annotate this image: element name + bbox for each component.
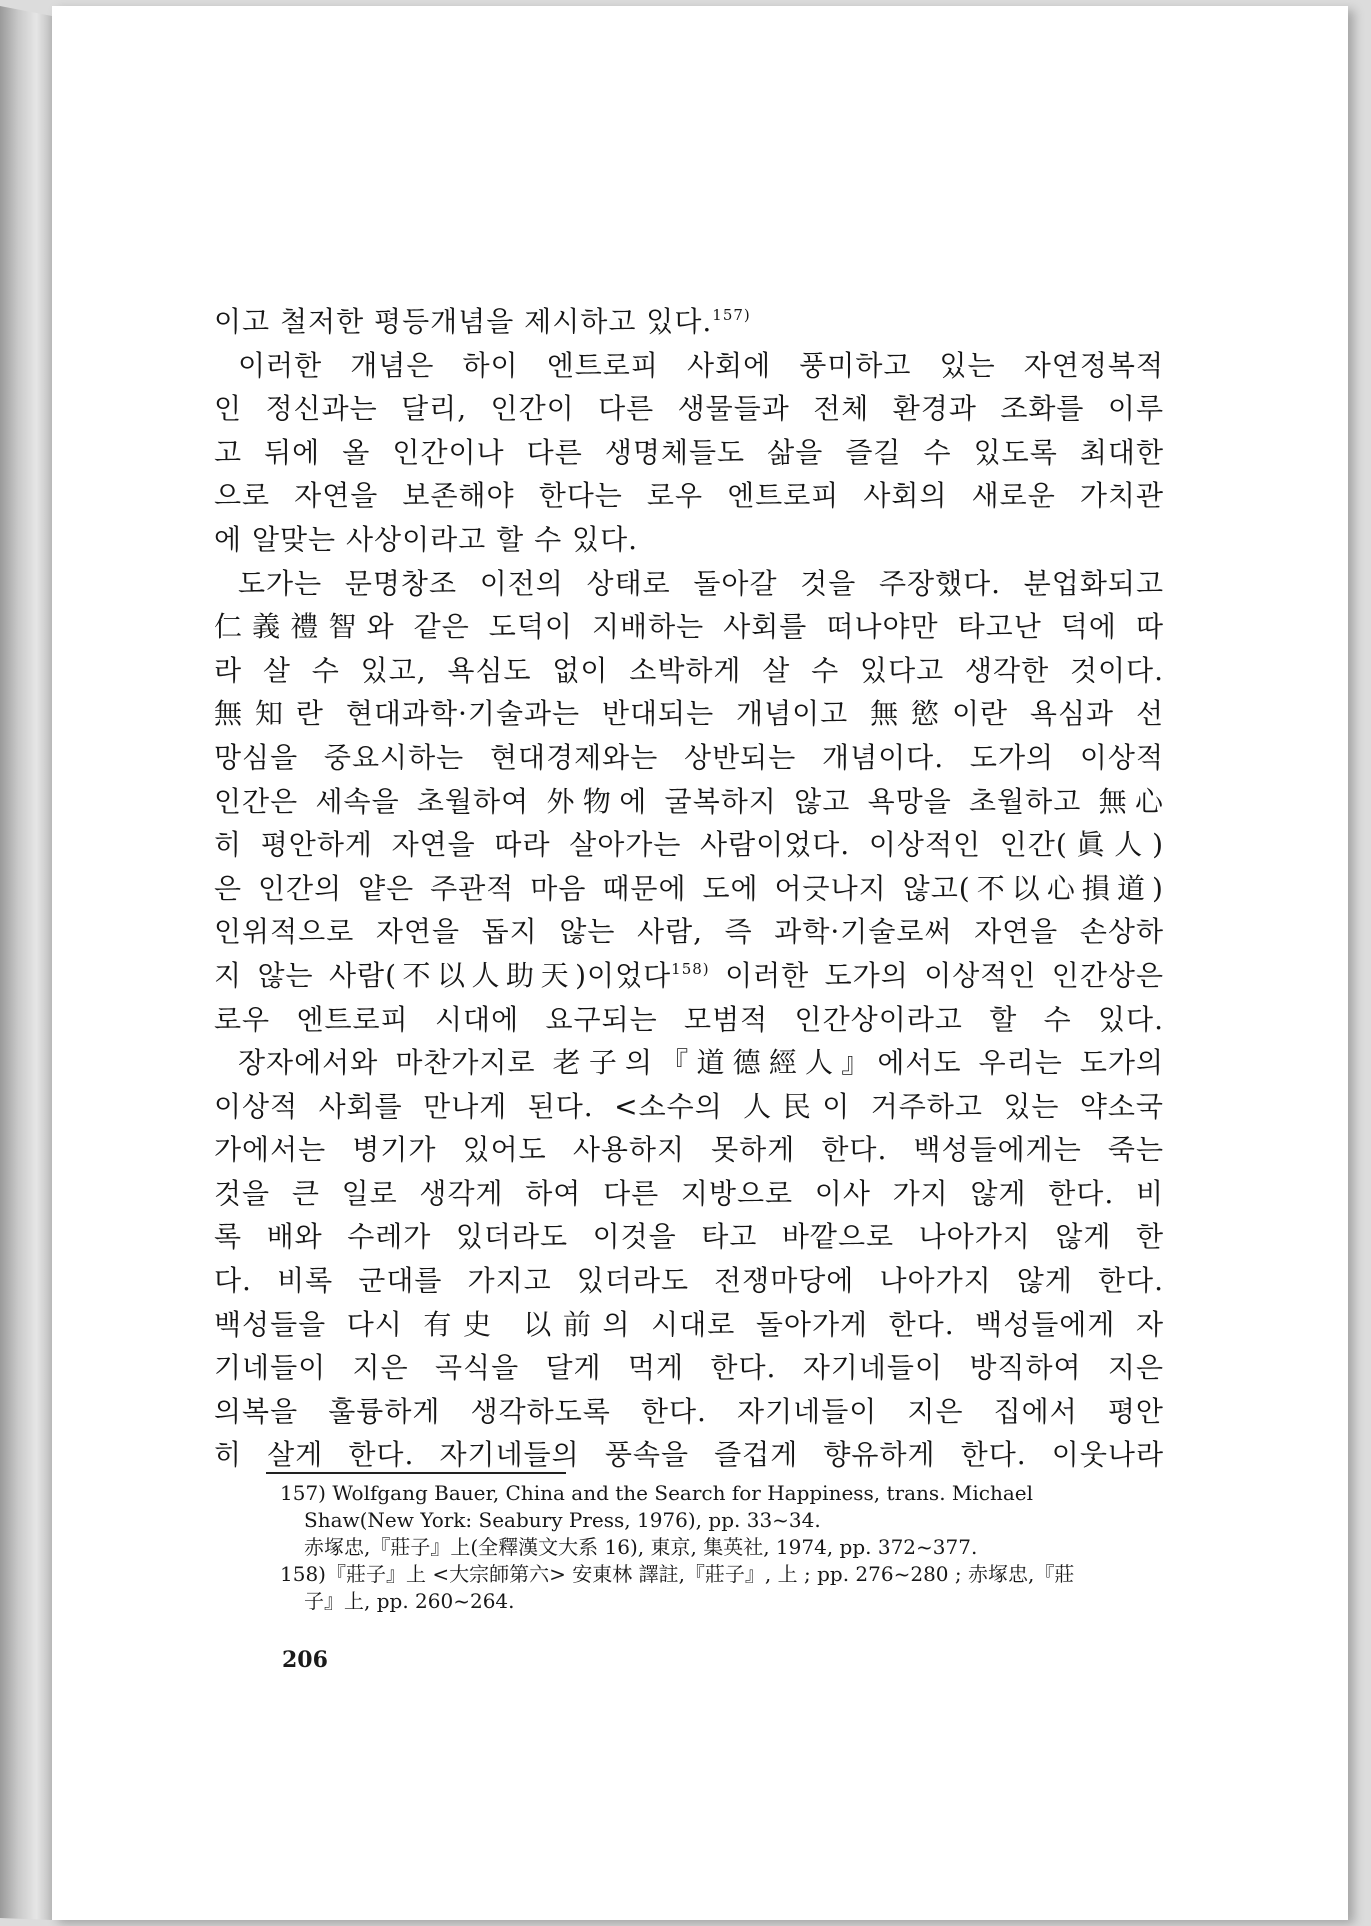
text-line (214, 1041, 1164, 1085)
text-line (214, 605, 1164, 649)
text-line (214, 1346, 1164, 1390)
line-text: 다. 비록 군대를 가지고 있더라도 전쟁마당에 나아가지 않게 한다. (214, 1264, 1164, 1298)
line-text: 인간은 세속을 초월하여 外物에 굴복하지 않고 욕망을 초월하고 無心 (214, 784, 1164, 818)
text-line (214, 1259, 1164, 1303)
line-text: 백성들을 다시 有史 以前의 시대로 돌아가게 한다. 백성들에게 자 (214, 1307, 1164, 1341)
line-text: 仁義禮智와 같은 도덕이 지배하는 사회를 떠나야만 타고난 덕에 따 (214, 610, 1164, 644)
line-text: 것을 큰 일로 생각게 하여 다른 지방으로 이사 가지 않게 한다. 비 (214, 1176, 1164, 1210)
footnote-ref: 158) (671, 959, 710, 978)
footnote-rule (266, 1472, 566, 1474)
text-line (214, 692, 1164, 736)
text-line (214, 344, 1164, 388)
line-text: 히 살게 한다. 자기네들의 풍속을 즐겁게 향유하게 한다. 이웃나라 (214, 1438, 1164, 1472)
line-text: 기네들이 지은 곡식을 달게 먹게 한다. 자기네들이 방직하여 지은 (214, 1351, 1164, 1385)
footnote-line: 158)『莊子』上 <大宗師第六> 安東林 譯註,『莊子』, 上 ; pp. 276~280 ; 赤塚忠,『莊 (280, 1562, 1075, 1586)
line-text: 지 않는 사람(不以人助天)이었다 (214, 958, 672, 992)
text-line (214, 736, 1164, 780)
line-text: 인위적으로 자연을 돕지 않는 사람, 즉 과학·기술로써 자연을 손상하 (214, 915, 1164, 949)
text-line (214, 1390, 1164, 1434)
body-text (214, 300, 1164, 1477)
text-line (214, 387, 1164, 431)
line-text: 라 살 수 있고, 욕심도 없이 소박하게 살 수 있다고 생각한 것이다. (214, 653, 1164, 687)
footnote-line: 子』上, pp. 260~264. (304, 1589, 515, 1613)
line-text: 가에서는 병기가 있어도 사용하지 못하게 한다. 백성들에게는 죽는 (214, 1133, 1164, 1167)
line-text: 이고 철저한 평등개념을 제시하고 있다. (214, 305, 713, 338)
text-line (214, 518, 1164, 562)
footnotes (280, 1480, 1144, 1615)
text-line (214, 954, 1164, 998)
line-text: 의복을 훌륭하게 생각하도록 한다. 자기네들이 지은 집에서 평안 (214, 1394, 1164, 1428)
line-text: 인 정신과는 달리, 인간이 다른 생물들과 전체 환경과 조화를 이루 (214, 392, 1164, 426)
text-line (214, 998, 1164, 1042)
text-line (214, 474, 1164, 518)
text-line (214, 1085, 1164, 1129)
text-line (214, 300, 1164, 344)
text-line (214, 1128, 1164, 1172)
line-text: 로우 엔트로피 시대에 요구되는 모범적 인간상이라고 할 수 있다. (214, 1002, 1164, 1036)
text-line (214, 823, 1164, 867)
footnote-line: 赤塚忠,『莊子』上(全釋漢文大系 16), 東京, 集英社, 1974, pp. 372~377. (304, 1535, 978, 1559)
text-line (214, 1172, 1164, 1216)
text-line (214, 910, 1164, 954)
line-text: 고 뒤에 올 인간이나 다른 생명체들도 삶을 즐길 수 있도록 최대한 (214, 435, 1164, 469)
book-spine (0, 6, 52, 1920)
footnote-ref: 157) (712, 306, 751, 324)
text-line (214, 1303, 1164, 1347)
text-line (214, 780, 1164, 824)
line-text: 망심을 중요시하는 현대경제와는 상반되는 개념이다. 도가의 이상적 (214, 740, 1164, 774)
line-text-after-ref: 이러한 도가의 이상적인 인간상은 (709, 958, 1164, 992)
footnote-line: Shaw(New York: Seabury Press, 1976), pp. 33~34. (304, 1508, 821, 1532)
text-line (214, 1433, 1164, 1477)
line-text: 장자에서와 마찬가지로 老子의『道德經人』에서도 우리는 도가의 (238, 1046, 1164, 1080)
text-line (214, 649, 1164, 693)
text-line (214, 1215, 1164, 1259)
line-text: 은 인간의 얕은 주관적 마음 때문에 도에 어긋나지 않고(不以心損道) (214, 871, 1164, 905)
line-text: 에 알맞는 사상이라고 할 수 있다. (214, 522, 639, 556)
line-text: 이러한 개념은 하이 엔트로피 사회에 풍미하고 있는 자연정복적 (238, 348, 1164, 382)
text-line (214, 431, 1164, 475)
line-text: 無知란 현대과학·기술과는 반대되는 개념이고 無慾이란 욕심과 선 (214, 697, 1164, 731)
line-text: 으로 자연을 보존해야 한다는 로우 엔트로피 사회의 새로운 가치관 (214, 479, 1164, 513)
line-text: 도가는 문명창조 이전의 상태로 돌아갈 것을 주장했다. 분업화되고 (238, 566, 1164, 600)
page-number: 206 (282, 1647, 328, 1673)
text-line (214, 867, 1164, 911)
line-text: 히 평안하게 자연을 따라 살아가는 사람이었다. 이상적인 인간(眞人) (214, 828, 1164, 862)
footnote-line: 157) Wolfgang Bauer, China and the Search for Happiness, trans. Michael (280, 1481, 1034, 1505)
line-text: 이상적 사회를 만나게 된다. <소수의 人民이 거주하고 있는 약소국 (214, 1089, 1164, 1123)
line-text: 록 배와 수레가 있더라도 이것을 타고 바깥으로 나아가지 않게 한 (214, 1220, 1164, 1254)
text-line (214, 562, 1164, 606)
